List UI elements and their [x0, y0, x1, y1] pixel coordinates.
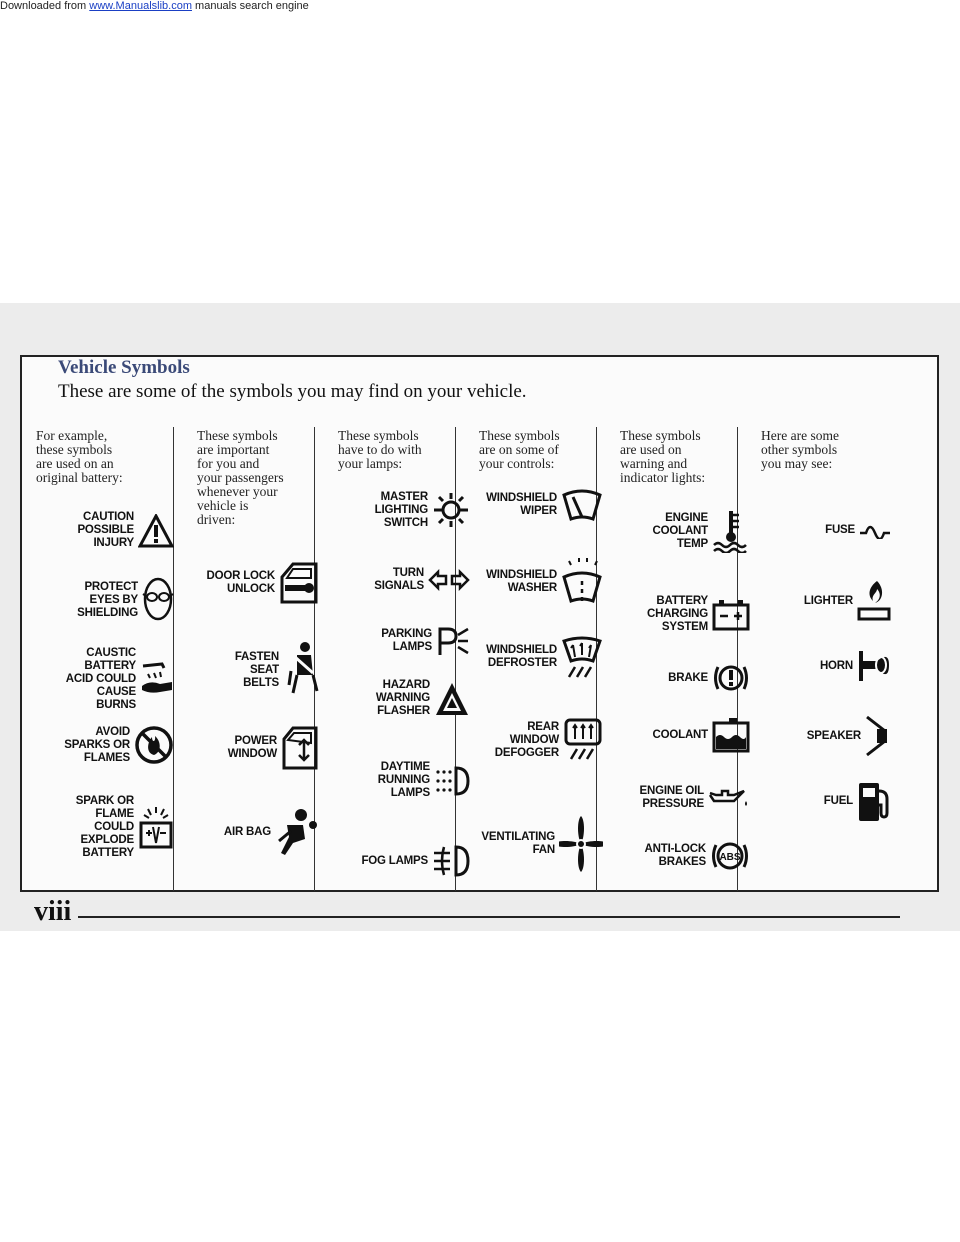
parking-lamp-icon [436, 625, 470, 657]
column-warning-lights [620, 429, 760, 889]
symbol-parking-lamps: PARKING LAMPS [338, 625, 470, 657]
symbol-windshield-wiper: WINDSHIELD WIPER [479, 487, 603, 523]
symbol-engine-oil-pressure: ENGINE OIL PRESSURE [620, 785, 750, 811]
symbol-daytime-running: DAYTIME RUNNING LAMPS [338, 761, 470, 800]
symbol-ventilating-fan: VENTILATING FAN [479, 813, 603, 875]
fuel-pump-icon [857, 779, 891, 823]
column-lamps [338, 429, 478, 889]
wiper-icon [561, 487, 603, 523]
lighter-icon [857, 579, 891, 623]
column-intro: These symbols are used on warning and indicator lights: [620, 428, 706, 485]
footer-rule [78, 916, 900, 918]
drl-lamp-icon [434, 764, 470, 798]
column-intro: These symbols have to do with your lamps: [338, 428, 422, 471]
exploding-battery-icon [138, 803, 174, 853]
symbol-caustic-acid: CAUSTIC BATTERY ACID COULD CAUSE BURNS [36, 647, 174, 712]
column-intro: Here are some other symbols you may see: [761, 428, 839, 471]
symbol-spark-explode: SPARK OR FLAME COULD EXPLODE BATTERY [36, 795, 174, 860]
no-flame-icon [134, 725, 174, 765]
download-banner: Downloaded from www.Manualslib.com manuals search engine [0, 0, 309, 12]
column-occupant [197, 429, 337, 889]
symbol-lighter: LIGHTER [761, 579, 891, 623]
rear-defrost-icon [563, 717, 603, 763]
symbol-air-bag: AIR BAG [197, 807, 319, 857]
page-number: viii [34, 896, 72, 927]
symbol-power-window: POWER WINDOW [197, 725, 319, 771]
speaker-icon [865, 715, 891, 757]
hazard-triangle-icon [434, 681, 470, 717]
door-lock-icon [279, 561, 319, 605]
abs-text: ABS [719, 852, 741, 863]
symbol-seat-belt: FASTEN SEAT BELTS [197, 641, 319, 699]
symbol-fuel: FUEL [761, 779, 891, 823]
master-light-icon [432, 489, 470, 531]
abs-icon [710, 837, 750, 875]
manualslib-link[interactable]: www.Manualslib.com [89, 0, 192, 12]
column-other [761, 429, 901, 889]
turn-arrows-icon [428, 569, 470, 591]
fog-lamp-icon [432, 843, 470, 879]
symbol-windshield-washer: WINDSHIELD WASHER [479, 557, 603, 607]
battery-icon [712, 599, 750, 631]
symbol-turn-signals: TURN SIGNALS [338, 567, 470, 593]
oil-can-icon [708, 787, 750, 809]
section-subtitle: These are some of the symbols you may find on your vehicle. [58, 381, 527, 402]
symbol-coolant: COOLANT [620, 717, 750, 753]
symbol-brake: BRAKE [620, 659, 750, 697]
symbol-anti-lock-brakes: ANTI-LOCK BRAKES ABS [620, 837, 750, 875]
face-goggles-icon [142, 577, 174, 623]
symbol-horn: HORN [761, 647, 891, 685]
acid-hand-icon [140, 660, 174, 700]
column-intro: These symbols are important for you and your passengers whenever your vehicle is driven: [197, 428, 284, 527]
symbol-windshield-defroster: WINDSHIELD DEFROSTER [479, 635, 603, 679]
washer-icon [561, 557, 603, 607]
symbol-protect-eyes: PROTECT EYES BY SHIELDING [36, 577, 174, 623]
section-title: Vehicle Symbols [58, 357, 190, 378]
symbol-speaker: SPEAKER [761, 715, 891, 757]
front-defrost-icon [561, 635, 603, 679]
air-bag-icon [275, 807, 319, 857]
brake-warning-icon [712, 659, 750, 697]
symbol-fog-lamps: FOG LAMPS [338, 843, 470, 879]
symbol-door-lock: DOOR LOCK UNLOCK [197, 561, 319, 605]
horn-icon [857, 647, 891, 685]
thermometer-icon [712, 509, 750, 553]
symbol-caution: CAUTION POSSIBLE INJURY [36, 511, 174, 550]
fan-icon [559, 813, 603, 875]
caution-triangle-icon [138, 514, 174, 548]
power-window-icon [281, 725, 319, 771]
coolant-tank-icon [712, 717, 750, 753]
column-intro: For example, these symbols are used on an original battery: [36, 428, 123, 485]
symbol-master-lighting: MASTER LIGHTING SWITCH [338, 489, 470, 531]
column-battery [36, 429, 176, 889]
column-controls [479, 429, 619, 889]
symbol-fuse: FUSE [761, 521, 891, 539]
symbol-battery-charging: BATTERY CHARGING SYSTEM [620, 595, 750, 634]
symbol-hazard: HAZARD WARNING FLASHER [338, 679, 470, 718]
vehicle-symbols-panel [20, 355, 939, 892]
symbol-rear-defogger: REAR WINDOW DEFOGGER [479, 717, 603, 763]
symbol-engine-coolant-temp: ENGINE COOLANT TEMP [620, 509, 750, 553]
symbol-avoid-sparks: AVOID SPARKS OR FLAMES [36, 725, 174, 765]
seat-belt-icon [283, 641, 319, 699]
column-intro: These symbols are on some of your controls: [479, 428, 560, 471]
fuse-icon [859, 521, 891, 539]
